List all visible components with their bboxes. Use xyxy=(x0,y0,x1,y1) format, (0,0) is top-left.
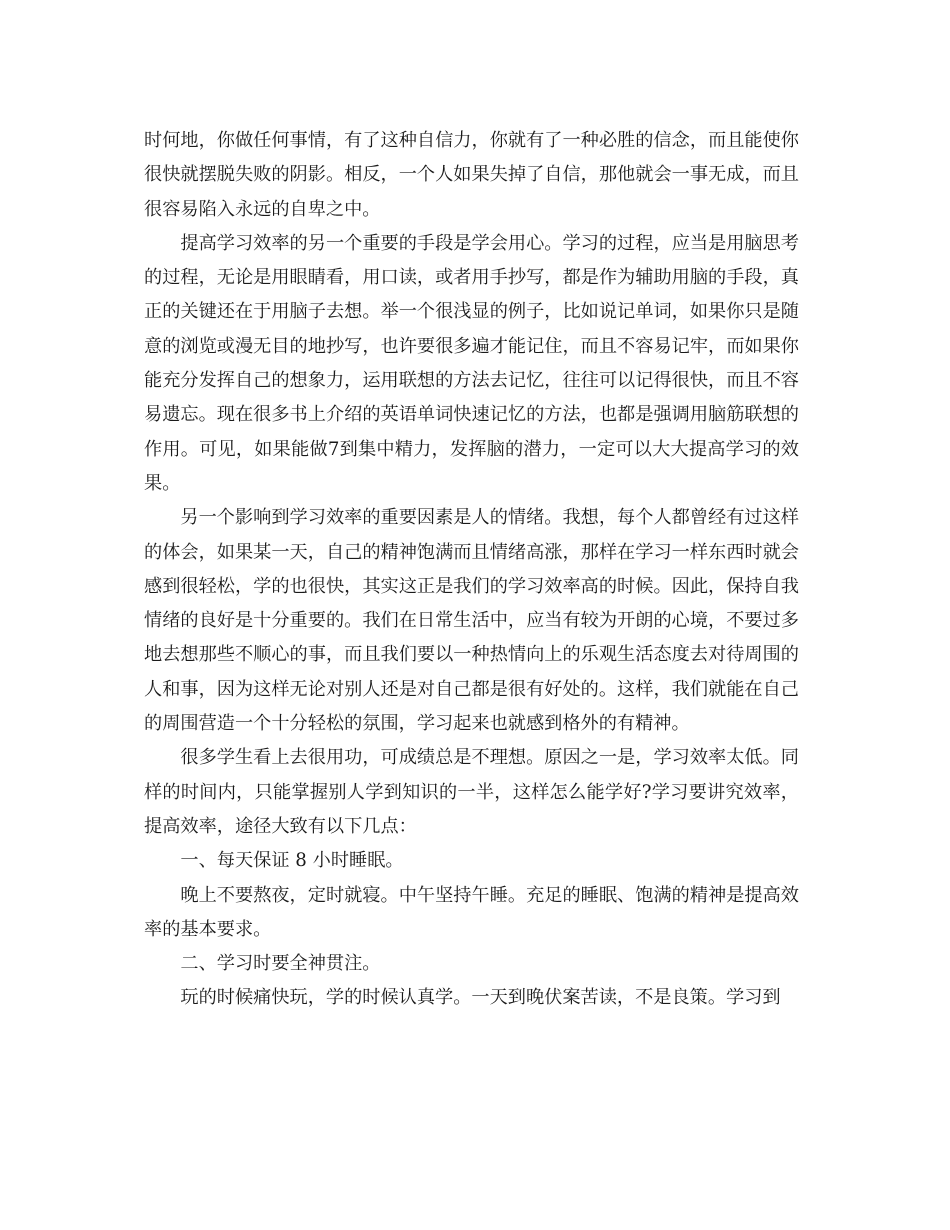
heading-focus: 二、学习时要全神贯注。 xyxy=(180,953,381,975)
document-body xyxy=(144,124,799,1016)
paragraph-3: 另一个影响到学习效率的重要因素是人的情绪。我想，每个人都曾经有过这样的体会，如果某一天，自己的精神饱满而且情绪高涨，那样在学习一样东西时就会感到很轻松，学的也很快，其实这正是我们的学习效率高的时候。因此，保持自我情绪的良好是十分重要的。我们在日常生活中，应当有较为开朗的心境，不要过多地去想那些不顺心的事，而且我们要以一种热情向上的乐观生活态度去对待周围的人和事，因为这样无论对别人还是对自己都是很有好处的。这样，我们就能在自己的周围营造一个十分轻松的氛围，学习起来也就感到格外的有精神。 xyxy=(144,507,799,735)
paragraph-4: 很多学生看上去很用功，可成绩总是不理想。原因之一是，学习效率太低。同样的时间内，只能掌握别人学到知识的一半，这样怎么能学好?学习要讲究效率，提高效率，途径大致有以下几点： xyxy=(144,747,799,837)
paragraph-sleep: 晚上不要熬夜，定时就寝。中午坚持午睡。充足的睡眠、饱满的精神是提高效率的基本要求。 xyxy=(144,884,799,940)
paragraph-2: 提高学习效率的另一个重要的手段是学会用心。学习的过程，应当是用脑思考的过程，无论是用眼睛看，用口读，或者用手抄写，都是作为辅助用脑的手段，真正的关键还在于用脑子去想。举一个很浅显的例子，比如说记单词，如果你只是随意的浏览或漫无目的地抄写，也许要很多遍才能记住，而且不容易记牢，而如果你能充分发挥自己的想象力，运用联想的方法去记忆，往往可以记得很快，而且不容易遗忘。现在很多书上介绍的英语单词快速记忆的方法，也都是强调用脑筋联想的作用。可见，如果能做7到集中精力，发挥脑的潜力，一定可以大大提高学习的效果。 xyxy=(144,232,799,494)
paragraph-1: 时何地，你做任何事情，有了这种自信力，你就有了一种必胜的信念，而且能使你很快就摆脱失败的阴影。相反，一个人如果失掉了自信，那他就会一事无成，而且很容易陷入永远的自卑之中。 xyxy=(144,130,799,220)
heading-sleep: 一、每天保证 8 小时睡眠。 xyxy=(180,850,404,872)
paragraph-focus: 玩的时候痛快玩，学的时候认真学。一天到晚伏案苦读，不是良策。学习到 xyxy=(180,987,781,1009)
